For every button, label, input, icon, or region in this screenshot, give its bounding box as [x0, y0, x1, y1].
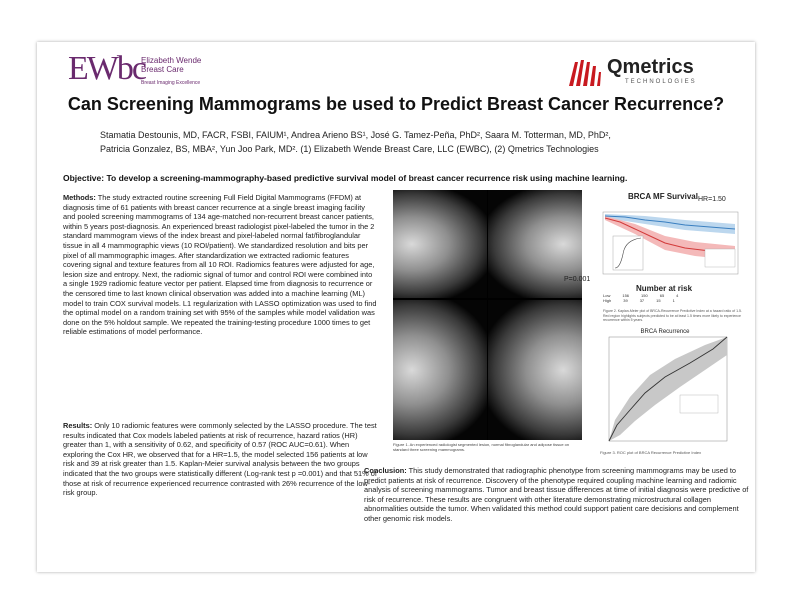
mammogram-caption: Figure 1. An experienced radiologist segmented lesion, normal fibroglandular and adipose tissue on standard three screening mammograms. — [393, 442, 570, 452]
results-section — [63, 421, 378, 498]
qmetrics-sub: TECHNOLOGIES — [625, 79, 697, 85]
methods-section — [63, 193, 378, 337]
risk-cell: High — [603, 298, 612, 303]
ewbc-logo-name — [141, 56, 201, 74]
risk-cell: 37 — [639, 298, 645, 303]
ewbc-line2: Breast Care — [141, 65, 184, 74]
risk-cell: 156 — [622, 293, 630, 298]
number-at-risk-table — [603, 293, 743, 307]
risk-cell: 15 — [656, 298, 661, 303]
roc-plot — [595, 325, 735, 450]
qmetrics-logo — [567, 56, 727, 92]
km-legend-box — [705, 249, 735, 267]
results-heading: Results: — [63, 421, 93, 430]
p-value: P=0.001 — [564, 276, 591, 283]
mammogram-view-3 — [393, 300, 487, 440]
roc-title: BRCA Recurrence — [640, 329, 690, 335]
risk-cell: 150 — [641, 293, 648, 298]
mammogram-view-1 — [393, 190, 487, 298]
number-at-risk-title: Number at risk — [636, 284, 693, 293]
ewbc-logo — [68, 50, 218, 94]
qmetrics-logo-icon — [567, 58, 603, 88]
risk-cell: 1 — [672, 298, 675, 303]
objective: Objective: To develop a screening-mammography-based predictive survival model of breast cancer recurrence risk using machine learning. — [63, 173, 628, 183]
authors-line1: Stamatia Destounis, MD, FACR, FSBI, FAIUM¹, Andrea Arieno BS¹, José G. Tamez-Peña, PhD², Saara M. Totterman, MD, PhD², — [100, 130, 611, 140]
methods-text: The study extracted routine screening Full Field Digital Mammograms (FFDM) at diagnosis time of 61 patients with breast cancer recurrence at a single breast imaging facility and pooled screening mammograms of 134 age-matched non-recurrent breast cancer patients, within 5 years post-diagnosis. An experienced breast radiologist pixel-labeled the tumor in the 2 standard mammogram views of the index breast and pixel-labeled normal fat/fibroglandular tissue in all 4 mammographic views (10 ROI/patient). We standardized resolution and bits per pixel of all mammographic images. After standardization we extracted radiomic features covering signal and texture features from all 10 ROI. Radiomics features were adjusted for age, lesion size and entropy. Next, the radiomic signal of tumor and control ROI were combined into a single 1929 radiomic feature vector per patient. Elapsed time from diagnosis to recurrence or the censored time to last known clinical observation was added into a machine learning (ML) model to train COX survival models. L1 regularization with LASSO optimization was used to find the optimal model on a random training set with 95% of the samples while model validation was done on the 5% holdout sample. We repeated the training-testing procedure 1000 times to get reliable estimations of model performance. — [63, 193, 377, 337]
conclusion-section — [364, 466, 750, 524]
conclusion-heading: Conclusion: — [364, 466, 407, 475]
risk-cell: Low — [603, 293, 611, 298]
ewbc-tagline: Breast Imaging Excellence — [141, 80, 201, 86]
authors — [100, 128, 700, 156]
methods-heading: Methods: — [63, 193, 96, 202]
results-text: Only 10 radiomic features were commonly selected by the LASSO procedure. The test results indicated that Cox models labeled patients at risk of recurrence, hazard ratios (HR) greater than 1, with a sensitivity of 0.62, and specificity of 0.57 (ROC AUC=0.61). When exploring the Cox HR, we observed that for a HR=1.5, the model selected 156 patients at low risk and 39 at risk greater than 1.5. Kaplan-Meier survival analysis between the two groups indicated that the two groups were statistically different (Log-rank test p =0.001) and that 51% of those at risk of recurrence experienced recurrence contrasted with 26% recurrence of the low-risk group. — [63, 421, 377, 498]
km-caption: Figure 2. Kaplan-Meier plot of BRCA-Recurrence Predictive Index at a hazard ratio of 1.5. Red region highlights subjects predicted to be at least 1.5 times more likely to experience recurrence within 5 years. — [603, 309, 742, 322]
risk-cell: 65 — [659, 293, 665, 298]
hr-label: HR=1.50 — [698, 196, 726, 203]
mammogram-view-4 — [488, 300, 582, 440]
ewbc-line1: Elizabeth Wende — [141, 56, 202, 65]
risk-row-high — [603, 298, 743, 303]
qmetrics-name: Qmetrics — [607, 56, 694, 78]
roc-legend — [680, 395, 718, 413]
ewbc-logo-mark: EWbc — [68, 50, 145, 87]
risk-cell: 39 — [623, 298, 628, 303]
roc-caption: Figure 3. ROC plot of BRCA Recurrence Predictive Index — [600, 450, 702, 455]
authors-line2: Patricia Gonzalez, BS, MBA², Yun Joo Park, MD². (1) Elizabeth Wende Breast Care, LLC (EWBC), (2) Qmetrics Technologies — [100, 144, 599, 154]
km-title: BRCA MF Survival — [628, 192, 698, 201]
conclusion-text: This study demonstrated that radiographic phenotype from screening mammograms may be used to predict patients at risk of recurrence. Discovery of the phenotype required coupling machine learning and radiomic analysis of screening mammograms. Tumor and breast tissue differences at time of initial diagnosis were predictive of risk of recurrence. These results are congruent with other literature demonstrating microstructural collagen abnormalities outside the tumor. When validated this method could support patient care decisions and complement other genomic risk models. — [364, 466, 749, 523]
poster-title: Can Screening Mammograms be used to Predict Breast Cancer Recurrence? — [67, 94, 725, 114]
risk-cell: 4 — [676, 293, 679, 298]
km-inset — [613, 236, 643, 270]
mammogram-figure — [393, 190, 582, 440]
